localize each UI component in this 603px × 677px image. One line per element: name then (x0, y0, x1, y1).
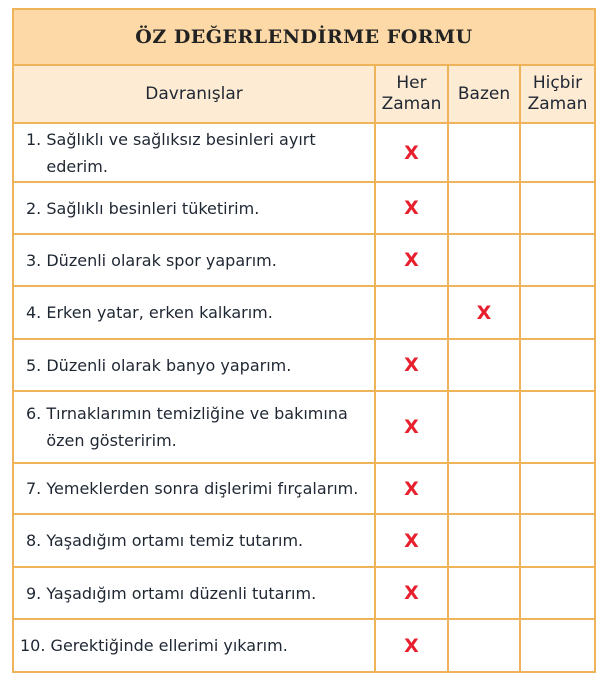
cell-sometimes[interactable] (448, 619, 520, 671)
cell-always[interactable] (375, 514, 448, 567)
table-row (14, 286, 594, 339)
behavior-text: Erken yatar, erken kalkarım. (46, 303, 273, 322)
table-row (14, 391, 594, 463)
behavior-cell (14, 339, 375, 391)
cell-never[interactable] (520, 234, 594, 286)
x-mark-icon: X (404, 354, 419, 376)
behavior-text: Düzenli olarak spor yaparım. (46, 250, 277, 270)
x-mark-icon: X (476, 301, 492, 324)
x-mark-icon: X (404, 416, 419, 438)
table-row (14, 463, 594, 514)
behavior-text: Sağlıklı ve sağlıksız besinleri ayırt ederim. (46, 129, 316, 176)
x-mark-icon: X (404, 141, 419, 164)
cell-always[interactable] (375, 619, 448, 671)
table-row (14, 339, 594, 391)
x-mark-icon: X (404, 582, 419, 604)
behavior-text: Gerektiğinde ellerimi yıkarım. (50, 636, 288, 655)
table-row (14, 123, 594, 182)
header-line: Zaman (527, 94, 588, 114)
behavior-text: Yemeklerden sonra dişlerimi fırçalarım. (46, 479, 359, 498)
behavior-text: Sağlıklı besinleri tüketirim. (46, 198, 260, 218)
item-number: 8. (26, 531, 42, 550)
cell-sometimes[interactable] (448, 234, 520, 286)
header-line: Hiçbir (532, 73, 583, 93)
cell-always[interactable] (375, 234, 448, 286)
behavior-cell (14, 391, 375, 463)
table-row (14, 567, 594, 619)
behavior-cell (14, 182, 375, 234)
x-mark-icon: X (404, 477, 419, 500)
cell-never[interactable] (520, 567, 594, 619)
behavior-cell (14, 567, 375, 619)
item-number: 5. (26, 355, 42, 375)
behavior-cell (14, 463, 375, 514)
cell-sometimes[interactable] (448, 391, 520, 463)
column-header-behaviors: Davranışlar (14, 66, 375, 123)
cell-sometimes[interactable] (448, 463, 520, 514)
x-mark-icon: X (404, 249, 419, 271)
behavior-cell (14, 514, 375, 567)
cell-always[interactable] (375, 391, 448, 463)
x-mark-icon: X (404, 634, 419, 657)
item-number: 6. (26, 404, 42, 423)
column-header-sometimes: Bazen (448, 66, 520, 123)
cell-never[interactable] (520, 463, 594, 514)
cell-always[interactable] (375, 123, 448, 182)
cell-never[interactable] (520, 182, 594, 234)
x-mark-icon: X (404, 197, 419, 219)
self-assessment-form (12, 8, 596, 673)
behavior-text: Yaşadığım ortamı düzenli tutarım. (46, 583, 317, 603)
table-row (14, 514, 594, 567)
header-line: Her (396, 73, 427, 93)
item-number: 7. (26, 479, 42, 498)
table-row (14, 619, 594, 671)
cell-never[interactable] (520, 286, 594, 339)
cell-sometimes[interactable] (448, 514, 520, 567)
cell-always[interactable] (375, 463, 448, 514)
cell-never[interactable] (520, 514, 594, 567)
cell-always[interactable] (375, 182, 448, 234)
cell-always[interactable] (375, 286, 448, 339)
cell-never[interactable] (520, 391, 594, 463)
cell-never[interactable] (520, 619, 594, 671)
item-number: 1. (26, 129, 42, 149)
behavior-cell (14, 619, 375, 671)
x-mark-icon: X (404, 529, 419, 552)
behavior-text: Düzenli olarak banyo yaparım. (46, 355, 292, 375)
behavior-text: Tırnaklarımın temizliğine ve bakımına özen gösteririm. (46, 404, 348, 450)
item-number: 10. (20, 636, 46, 655)
item-number: 4. (26, 303, 42, 322)
table-row (14, 234, 594, 286)
cell-sometimes[interactable] (448, 567, 520, 619)
behavior-cell (14, 123, 375, 182)
item-number: 2. (26, 198, 42, 218)
cell-sometimes[interactable] (448, 123, 520, 182)
column-header-never (520, 66, 594, 123)
cell-never[interactable] (520, 339, 594, 391)
cell-sometimes[interactable] (448, 182, 520, 234)
cell-always[interactable] (375, 567, 448, 619)
header-row (14, 66, 594, 123)
item-number: 9. (26, 583, 42, 603)
table-row (14, 182, 594, 234)
column-header-always (375, 66, 448, 123)
assessment-table (14, 66, 594, 671)
behavior-text: Yaşadığım ortamı temiz tutarım. (46, 531, 304, 550)
cell-sometimes[interactable] (448, 339, 520, 391)
item-number: 3. (26, 250, 42, 270)
cell-sometimes[interactable] (448, 286, 520, 339)
header-line: Zaman (381, 94, 442, 114)
form-title: ÖZ DEĞERLENDİRME FORMU (14, 10, 594, 66)
cell-always[interactable] (375, 339, 448, 391)
cell-never[interactable] (520, 123, 594, 182)
behavior-cell (14, 286, 375, 339)
behavior-cell (14, 234, 375, 286)
